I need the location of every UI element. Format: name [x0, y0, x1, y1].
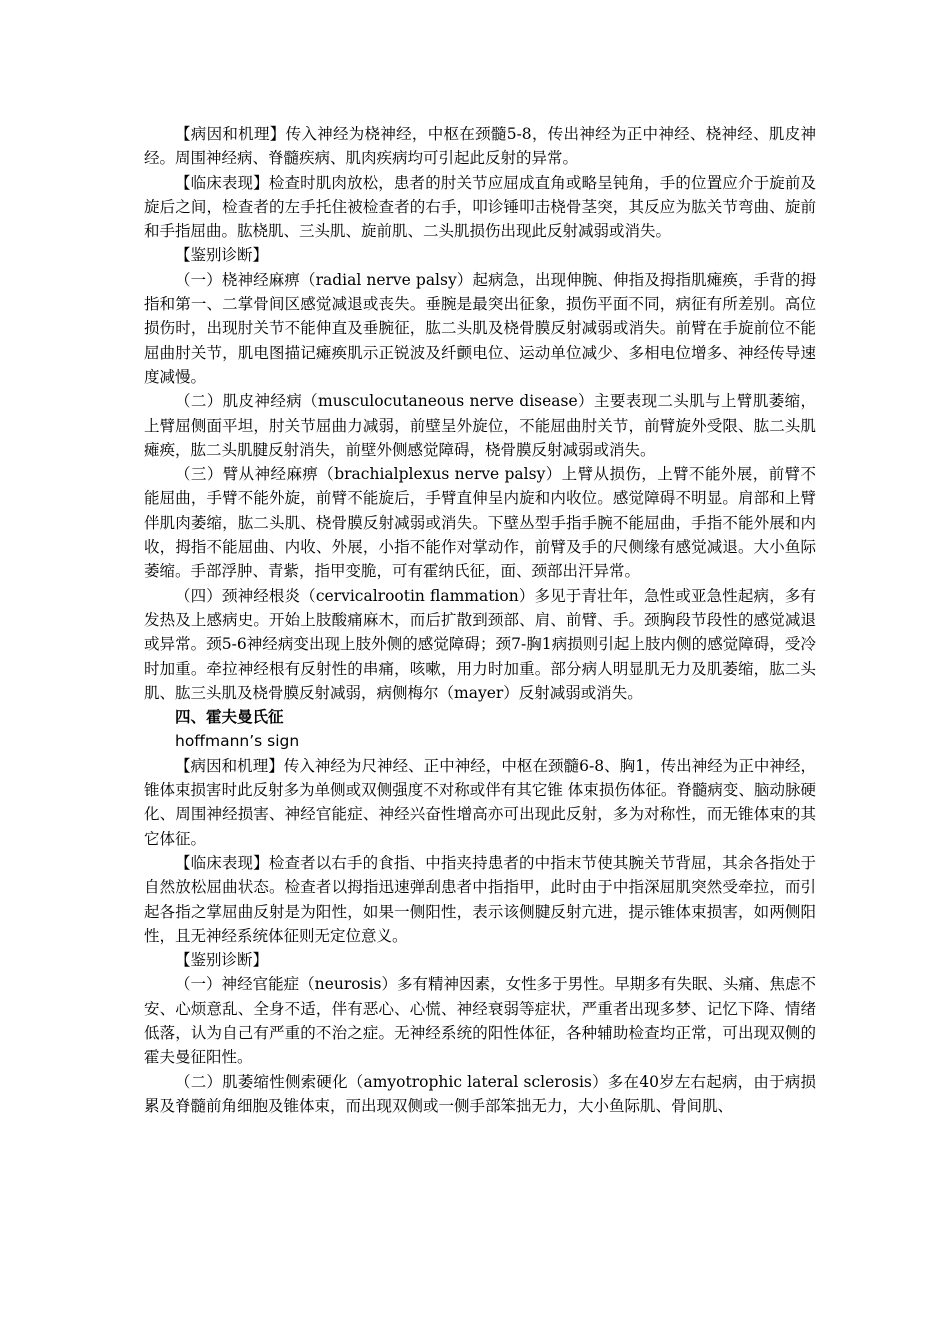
paragraph-cervical-root: （四）颈神经根炎（cervicalrootin flammation）多见于青壮年，急性或亚急性起病，多有发热及上感病史。开始上肢酸痛麻木，而后扩散到颈部、肩、前臂、手。颈胸段节段性的感觉减退或异常。颈5-6神经病变出现上肢外侧的感觉障碍；颈7-胸1病损则引起上肢内侧的感觉障碍，受冷时加重。牵拉神经根有反射性的串痛，咳嗽，用力时加重。部分病人明显肌无力及肌萎缩，肱二头肌、肱三头肌及桡骨膜反射减弱，病侧梅尔（mayer）反射减弱或消失。 [144, 586, 816, 702]
section-subtitle-hoffmann-sign: hoffmann’s sign [175, 732, 300, 751]
document-page [144, 122, 816, 1118]
paragraph-hoffmann-etiology: 【病因和机理】传入神经为尺神经、正中神经，中枢在颈髓6-8、胸1，传出神经为正中神经，锥体束损害时此反射多为单侧或双侧强度不对称或伴有其它锥 体束损伤体征。脊髓病变、脑动脉硬化、周围神经损害、神经官能症、神经兴奋性增高亦可出现此反射，多为对称性，而无锥体束的其它体征。 [144, 756, 816, 848]
paragraph-musculocutaneous: （二）肌皮神经病（musculocutaneous nerve disease）主要表现二头肌与上臂肌萎缩，上臂屈侧面平坦，肘关节屈曲力减弱，前壁呈外旋位，不能屈曲肘关节，前臂旋外受限、肱二头肌瘫痪，肱二头肌腱反射消失，前壁外侧感觉障碍，桡骨膜反射减弱或消失。 [144, 392, 816, 459]
heading-differential-diagnosis: 【鉴别诊断】 [175, 246, 269, 265]
paragraph-radial-nerve-palsy: （一）桡神经麻痹（radial nerve palsy）起病急，出现伸腕、伸指及拇指肌瘫痪，手背的拇指和第一、二掌骨间区感觉减退或丧失。垂腕是最突出征象，损伤平面不同，病征有所差别。高位损伤时，出现肘关节不能伸直及垂腕征，肱二头肌及桡骨膜反射减弱或消失。前臂在手旋前位不能屈曲肘关节，肌电图描记瘫痪肌示正锐波及纤颤电位、运动单位减少、多相电位增多、神经传导速度减慢。 [144, 270, 816, 386]
paragraph-radial-clinical: 【临床表现】检查时肌肉放松，患者的肘关节应屈成直角或略呈钝角，手的位置应介于旋前及旋后之间，检查者的左手托住被检查者的右手，叩诊锤叩击桡骨茎突，其反应为肱关节弯曲、旋前和手指屈曲。肱桡肌、三头肌、旋前肌、二头肌损伤出现此反射减弱或消失。 [144, 173, 816, 241]
heading-differential-diagnosis-2: 【鉴别诊断】 [175, 951, 269, 970]
paragraph-radial-etiology: 【病因和机理】传入神经为桡神经，中枢在颈髓5-8，传出神经为正中神经、桡神经、肌皮神经。周围神经病、脊髓疾病、肌肉疾病均可引起此反射的异常。 [144, 125, 816, 168]
paragraph-neurosis: （一）神经官能症（neurosis）多有精神因素，女性多于男性。早期多有失眠、头痛、焦虑不安、心烦意乱、全身不适，伴有恶心、心慌、神经衰弱等症状，严重者出现多梦、记忆下降、情绪低落，认为自己有严重的不治之症。无神经系统的阳性体征，各种辅助检查均正常，可出现双侧的霍夫曼征阳性。 [144, 975, 816, 1067]
paragraph-als: （二）肌萎缩性侧索硬化（amyotrophic lateral sclerosis）多在40岁左右起病，由于病损累及脊髓前角细胞及锥体束，而出现双侧或一侧手部笨拙无力，大小鱼际肌、骨间肌、 [144, 1072, 816, 1115]
section-title-hoffmann: 四、霍夫曼氏征 [175, 707, 284, 727]
paragraph-hoffmann-clinical: 【临床表现】检查者以右手的食指、中指夹持患者的中指末节使其腕关节背屈，其余各指处于自然放松屈曲状态。检查者以拇指迅速弹刮患者中指指甲，此时由于中指深屈肌突然受牵拉，而引起各指之掌屈曲反射是为阳性，如果一侧阳性，表示该侧腱反射亢进，提示锥体束损害，如两侧阳性，且无神经系统体征则无定位意义。 [144, 853, 816, 945]
paragraph-brachial-plexus: （三）臂从神经麻痹（brachialplexus nerve palsy）上臂从损伤，上臂不能外展，前臂不能屈曲，手臂不能外旋，前臂不能旋后，手臂直伸呈内旋和内收位。感觉障碍不明显。肩部和上臂伴肌肉萎缩，肱二头肌、桡骨膜反射减弱或消失。下壁丛型手指手腕不能屈曲，手指不能外展和内收，拇指不能屈曲、内收、外展，小指不能作对掌动作，前臂及手的尺侧缘有感觉减退。大小鱼际萎缩。手部浮肿、青紫，指甲变脆，可有霍纳氏征，面、颈部出汗异常。 [144, 465, 816, 581]
